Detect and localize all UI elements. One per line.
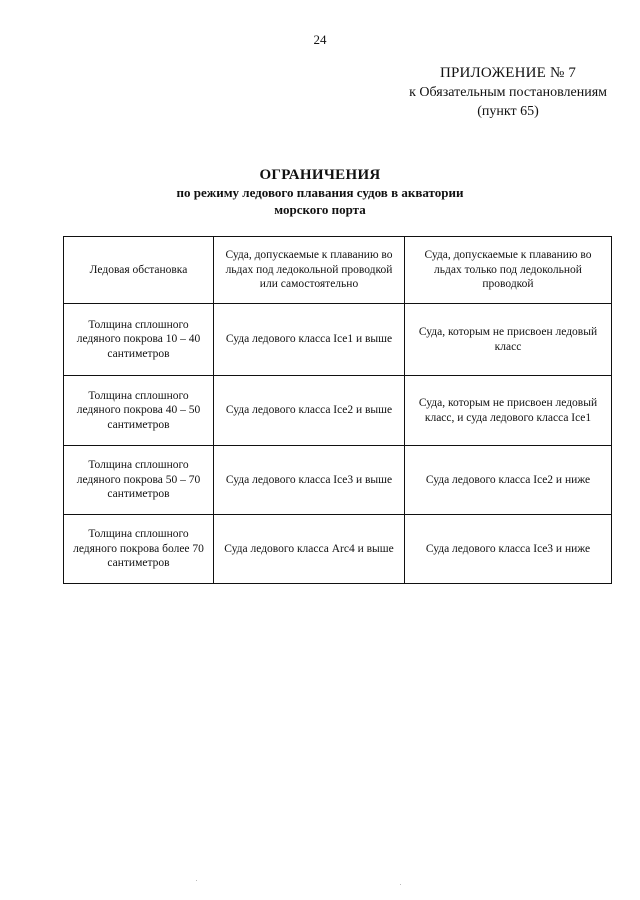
appendix-block — [409, 64, 607, 121]
ice-thickness-cell: Толщина сплошного ледяного покрова 10 – 40 сантиметров — [64, 304, 214, 376]
page-number: 24 — [313, 32, 327, 47]
header-ice-conditions: Ледовая обстановка — [64, 237, 214, 304]
header-independent-or-escort: Суда, допускаемые к плаванию во льдах под ледокольной проводкой или самостоятельно — [214, 237, 405, 304]
ice-thickness-cell: Толщина сплошного ледяного покрова 40 – 50 сантиметров — [64, 376, 214, 446]
table-row — [64, 376, 612, 446]
independent-vessels-cell: Суда ледового класса Ice2 и выше — [214, 376, 405, 446]
ice-thickness-cell: Толщина сплошного ледяного покрова 50 – 70 сантиметров — [64, 446, 214, 515]
header-escort-only: Суда, допускаемые к плаванию во льдах только под ледокольной проводкой — [405, 237, 612, 304]
table-row — [64, 446, 612, 515]
independent-vessels-cell: Суда ледового класса Arc4 и выше — [214, 515, 405, 584]
escort-vessels-cell: Суда, которым не присвоен ледовый класс — [405, 304, 612, 376]
independent-vessels-cell: Суда ледового класса Ice3 и выше — [214, 446, 405, 515]
escort-vessels-cell: Суда, которым не присвоен ледовый класс, и суда ледового класса Ice1 — [405, 376, 612, 446]
scan-speck — [196, 880, 197, 881]
escort-vessels-cell: Суда ледового класса Ice2 и ниже — [405, 446, 612, 515]
independent-vessels-cell: Суда ледового класса Ice1 и выше — [214, 304, 405, 376]
appendix-title: ПРИЛОЖЕНИЕ № 7 — [439, 65, 577, 81]
appendix-clause: (пункт 65) — [477, 104, 539, 119]
scan-speck — [400, 884, 401, 885]
table-header-row — [64, 237, 612, 304]
appendix-reference: к Обязательным постановлениям — [409, 85, 607, 100]
heading-subtitle-line-1: по режиму ледового плавания судов в акватории — [176, 185, 464, 200]
ice-thickness-cell: Толщина сплошного ледяного покрова более 70 сантиметров — [64, 515, 214, 584]
table-row — [64, 304, 612, 376]
table-row — [64, 515, 612, 584]
escort-vessels-cell: Суда ледового класса Ice3 и ниже — [405, 515, 612, 584]
document-heading — [0, 166, 640, 218]
ice-navigation-table — [63, 236, 612, 584]
heading-title: ОГРАНИЧЕНИЯ — [259, 167, 381, 183]
heading-subtitle-line-2: морского порта — [274, 202, 366, 217]
